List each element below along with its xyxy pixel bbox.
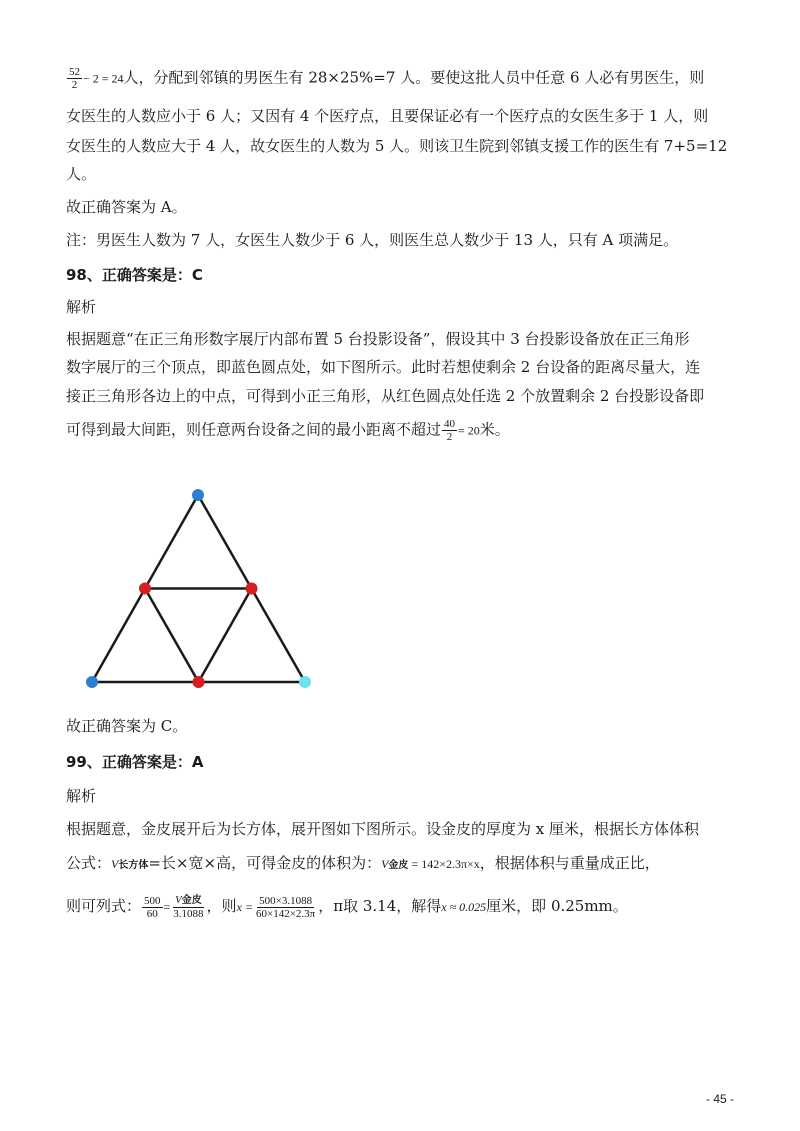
- fraction-40-over-2: $\frac{40}{2}$: [444, 418, 456, 443]
- q99-analysis-label: 解析: [66, 787, 97, 805]
- gold-volume-formula: V金皮 = 142×2.3π×x: [381, 857, 480, 871]
- triangle-inner-right: [199, 589, 252, 683]
- q98-line-4: 可得到最大间距，则任意两台设备之间的最小距离不超过 $\frac{40}{2}$ = 20米。: [66, 418, 510, 443]
- q99-line-1: 根据题意，金皮展开后为长方体，展开图如下图所示。设金皮的厚度为 x 厘米，根据长方体体积: [66, 820, 699, 838]
- q98-line-2: 数字展厅的三个顶点，即蓝色圆点处，如下图所示。此时若想使剩余 2 台设备的距离尽量大，连: [66, 358, 701, 376]
- q99-line-2: 公式：V长方体=长×宽×高，可得金皮的体积为：V金皮 = 142×2.3π×x，根据体积与重量成正比，: [66, 854, 660, 872]
- volume-formula: V长方体: [111, 857, 149, 871]
- q98-analysis-label: 解析: [66, 298, 97, 316]
- q98-heading: 98、正确答案是：C: [66, 266, 203, 284]
- triangle-vertex-left: [86, 676, 98, 688]
- q97-answer: 故正确答案为 A。: [66, 198, 187, 216]
- q97-line-3: 女医生的人数应大于 4 人，故女医生的人数为 5 人。则该卫生院到邻镇支援工作的医生有 7+5=12: [66, 137, 728, 155]
- triangle-midpoint-bottom: [193, 676, 205, 688]
- q97-line-1: $\frac{52}{2}$ − 2 = 24人，分配到邻镇的男医生有 28×25%=7 人。要使这批人员中任意 6 人必有男医生，则: [69, 66, 705, 91]
- triangle-inner-left: [145, 589, 199, 683]
- math-expression: − 2 = 24: [83, 71, 124, 86]
- triangle-lines: [92, 495, 305, 682]
- triangle-midpoint-left: [139, 583, 151, 595]
- fraction-52-over-2: $\frac{52}{2}$: [69, 66, 80, 91]
- q97-line-2: 女医生的人数应小于 6 人；又因有 4 个医疗点，且要保证必有一个医疗点的女医生多于 1 人，则: [66, 107, 709, 125]
- fraction-vgold-over-3-1088: $\frac{\text{V金皮}}{3.1088}$: [173, 894, 204, 920]
- q98-line-1: 根据题意“在正三角形数字展厅内部布置 5 台投影设备”，假设其中 3 台投影设备放在正三角形: [66, 330, 690, 348]
- fraction-x-solution: $\frac{500\times 3.1088}{60\times 142\times 2.3\pi}$: [256, 894, 316, 920]
- triangle-midpoint-right: [246, 583, 258, 595]
- q97-line-4: 人。: [66, 165, 97, 183]
- q98-answer: 故正确答案为 C。: [66, 717, 188, 735]
- q99-line-3: 则可列式： $\frac{500}{60}$ = $\frac{\text{V金皮}}{3.1088}$ ，则x = $\frac{500\times 3.1088}{60\times 142\times 2.3\pi}$ ，π取 3.14，解得x ≈ 0.025厘米，即 0.25mm。: [66, 894, 628, 920]
- triangle-vertex-top: [192, 489, 204, 501]
- fraction-500-over-60: $\frac{500}{60}$: [144, 894, 161, 920]
- triangle-figure: [80, 485, 320, 695]
- triangle-vertex-right: [299, 676, 311, 688]
- page-number: - 45 -: [705, 1092, 734, 1106]
- q98-line-3: 接正三角形各边上的中点，可得到小正三角形，从红色圆点处任选 2 个放置剩余 2 台投影设备即: [66, 387, 705, 405]
- q99-heading: 99、正确答案是：A: [66, 753, 204, 771]
- q97-note: 注：男医生人数为 7 人，女医生人数少于 6 人，则医生总人数少于 13 人，只有 A 项满足。: [66, 231, 679, 249]
